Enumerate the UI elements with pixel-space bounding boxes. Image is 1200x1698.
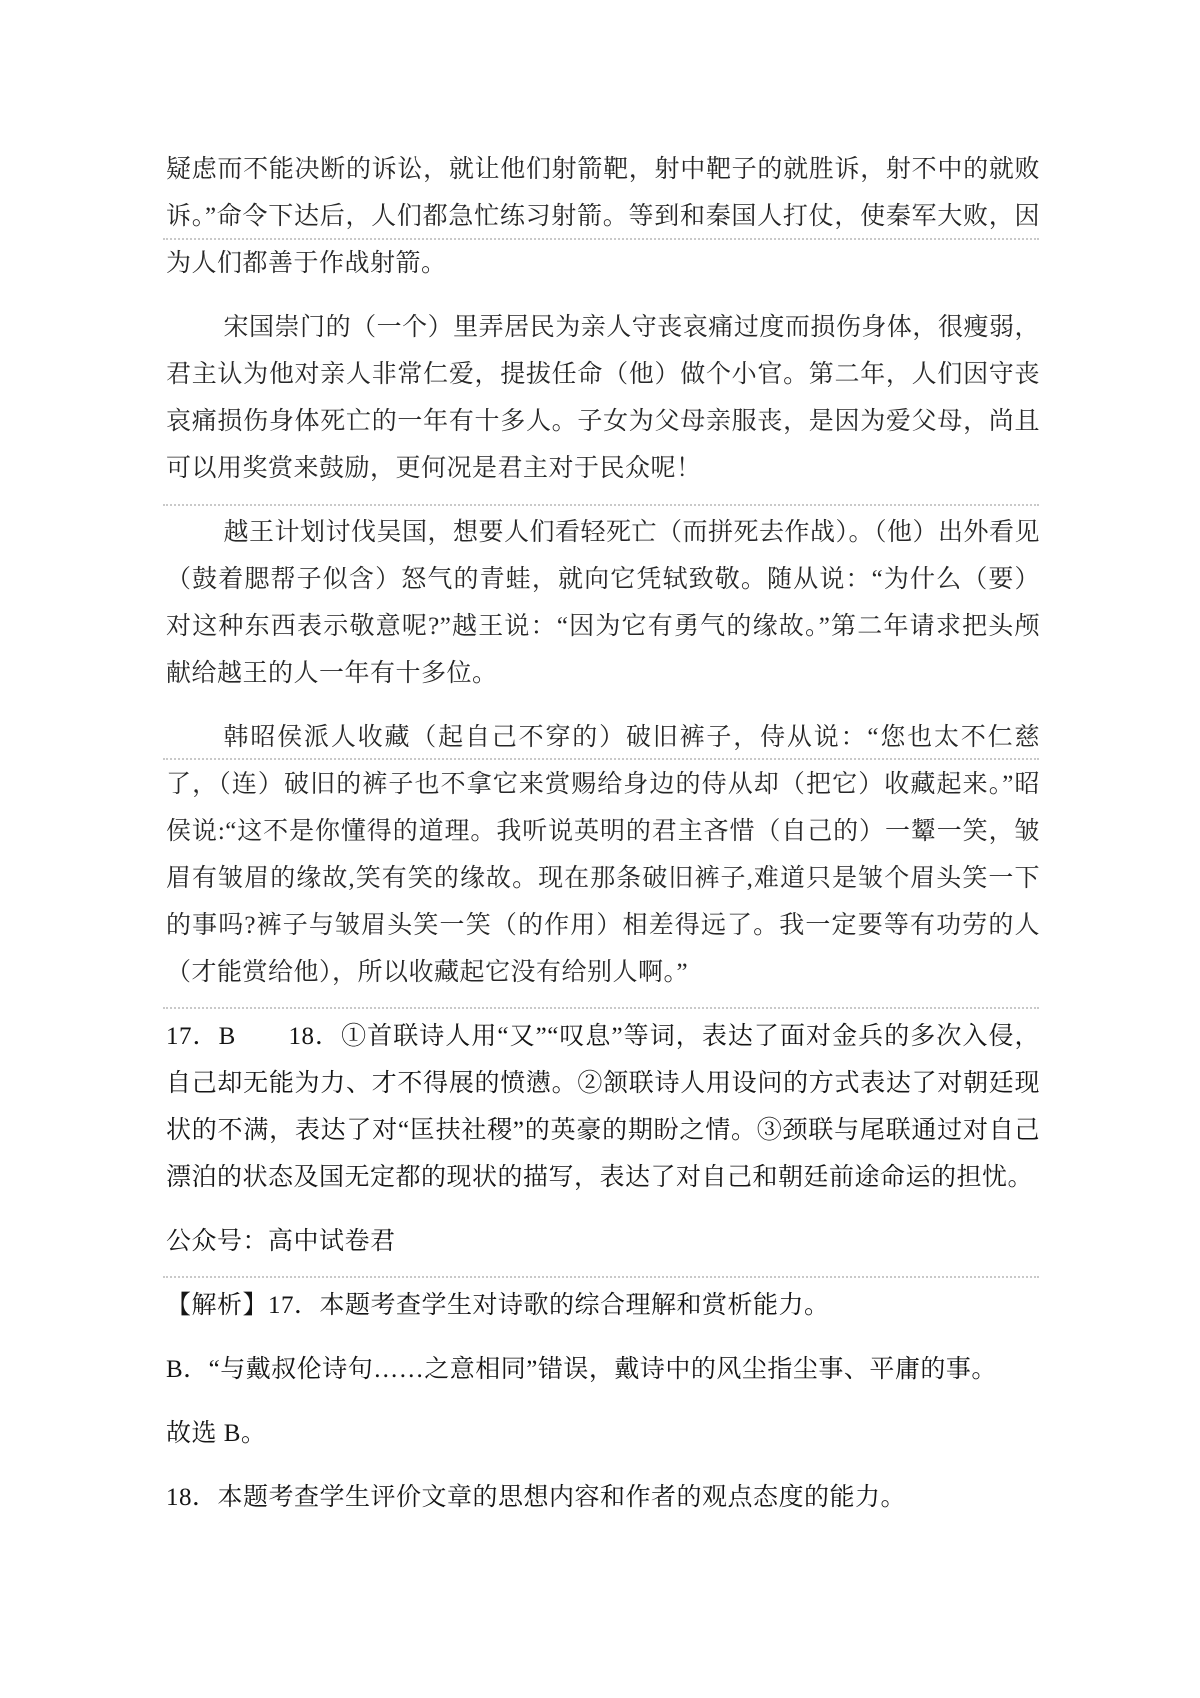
translation-paragraph-han-zhaohou-trousers: 韩昭侯派人收藏（起自己不穿的）破旧裤子，侍从说：“您也太不仁慈了，（连）破旧的裤子也不拿它来赏赐给身边的侍从却（把它）收藏起来。”昭侯说:“这不是你懂得的道理。我听说英明的君主吝惜（自己的）一颦一笑，皱眉有皱眉的缘故,笑有笑的缘故。现在那条破旧裤子,难道只是皱个眉头笑一下的事吗?裤子与皱眉头笑一笑（的作用）相差得远了。我一定要等有功劳的人（才能赏给他），所以收藏起它没有给别人啊。” xyxy=(166,724,1040,986)
option-b-explanation-line: B．“与戴叔伦诗句……之意相同”错误，戴诗中的风尘指尘事、平庸的事。 xyxy=(166,1356,997,1383)
translation-paragraph-yue-king-frog: 越王计划讨伐吴国，想要人们看轻死亡（而拼死去作战）。（他）出外看见（鼓着腮帮子似含）怒气的青蛙，就向它凭轼致敬。随从说：“为什么（要）对这种东西表示敬意呢?”越王说：“因为它有勇气的缘故。”第二年请求把头颅献给越王的人一年有十多位。 xyxy=(166,519,1041,687)
translation-paragraph-song-mourning: 宋国崇门的（一个）里弄居民为亲人守丧哀痛过度而损伤身体，很瘦弱，君主认为他对亲人非常仁爱，提拔任命（他）做个小官。第二年，人们因守丧哀痛损伤身体死亡的一年有十多人。子女为父母亲服丧，是因为爱父母，尚且可以用奖赏来鼓励，更何况是君主对于民众呢！ xyxy=(166,314,1040,482)
dotted-scan-divider xyxy=(163,1007,1039,1009)
final-choice-line: 故选 B。 xyxy=(166,1420,267,1447)
wechat-account-line: 公众号：高中试卷君 xyxy=(166,1228,396,1255)
page-content xyxy=(166,146,1040,1538)
dotted-scan-divider xyxy=(163,238,1039,240)
translation-paragraph-archery: 疑虑而不能决断的诉讼，就让他们射箭靶，射中靶子的就胜诉，射不中的就败诉。”命令下达后，人们都急忙练习射箭。等到和秦国人打仗，使秦军大败，因为人们都善于作战射箭。 xyxy=(166,156,1040,277)
answer-line-17-18: 17．B 18．①首联诗人用“又”“叹息”等词，表达了面对金兵的多次入侵，自己却无能为力、才不得展的愤懑。②颔联诗人用设问的方式表达了对朝廷现状的不满，表达了对“匡扶社稷”的英豪的期盼之情。③颈联与尾联通过对自己漂泊的状态及国无定都的现状的描写，表达了对自己和朝廷前途命运的担忧。 xyxy=(166,1023,1040,1191)
analysis-17-line: 【解析】17．本题考查学生对诗歌的综合理解和赏析能力。 xyxy=(166,1292,830,1319)
dotted-scan-divider xyxy=(163,758,1039,760)
dotted-scan-divider xyxy=(163,1276,1039,1278)
analysis-18-line: 18．本题考查学生评价文章的思想内容和作者的观点态度的能力。 xyxy=(166,1484,907,1511)
dotted-scan-divider xyxy=(163,504,1039,506)
